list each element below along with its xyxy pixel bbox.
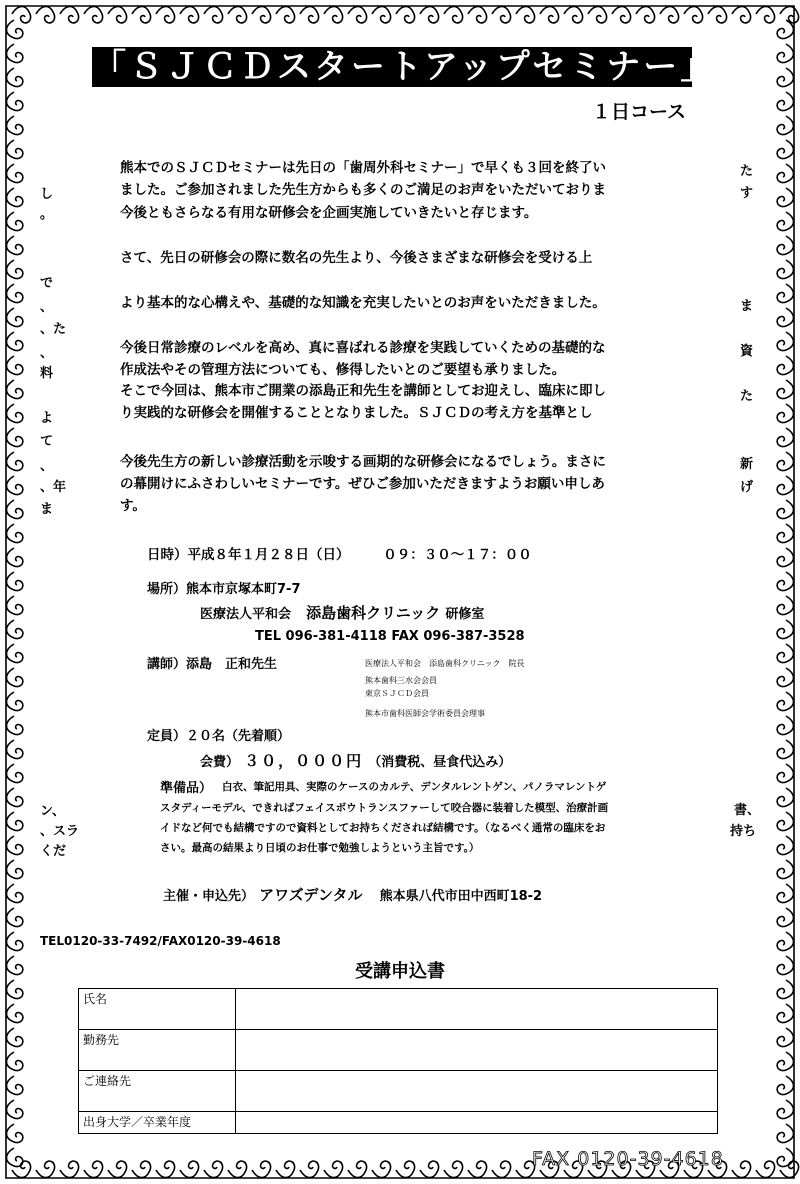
paragraph-line: の幕開けにふさわしいセミナーです。ぜひご参加いただきますようお願い申しあ xyxy=(120,476,605,492)
form-row xyxy=(79,1112,718,1134)
lecturer-title: 熊本市歯科医師会学術委員会理事 xyxy=(365,709,485,718)
paragraph-line: 今後日常診療のレベルを高め、真に喜ばれる診療を実践していくための基礎的な xyxy=(120,340,606,356)
university-field[interactable] xyxy=(236,1112,718,1134)
right-fragment: 持ち xyxy=(730,824,757,839)
left-fragment: て xyxy=(40,434,54,449)
right-fragment: た xyxy=(740,164,754,179)
left-fragment: ン、 xyxy=(40,804,65,819)
organizer-address: 熊本県八代市田中西町18-2 xyxy=(379,889,543,904)
workplace-field[interactable] xyxy=(236,1030,718,1071)
paragraph-line: す。 xyxy=(120,498,146,514)
items-label: 準備品） xyxy=(160,781,213,796)
left-fragment: ま xyxy=(40,502,54,517)
form-row xyxy=(79,989,718,1030)
left-fragment: よ xyxy=(40,411,54,426)
date-line: 日時）平成８年１月２８日（日） ０９：３０〜１７：００ xyxy=(147,547,532,563)
left-fragment: 。 xyxy=(40,207,54,222)
left-fragment: 、 xyxy=(40,300,54,315)
organizer-line xyxy=(163,884,542,905)
paragraph-line: さて、先日の研修会の際に数名の先生より、今後さまざまな研修会を受ける上 xyxy=(120,250,593,266)
left-fragment: 、年 xyxy=(40,480,67,495)
right-fragment: た xyxy=(740,389,754,404)
right-fragment: す xyxy=(740,186,754,201)
fee-note: （消費税、昼食代込み） xyxy=(368,755,512,770)
paragraph-line: そこで今回は、熊本市ご開業の添島正和先生を講師としてお迎えし、臨床に即し xyxy=(120,383,606,399)
paragraph-line: り実践的な研修会を開催することとなりました。ＳＪＣＤの考え方を基準とし xyxy=(120,405,593,421)
right-fragment: 資 xyxy=(740,344,754,359)
application-form xyxy=(78,988,718,1134)
right-fragment: 書、 xyxy=(734,803,761,818)
right-fragment: ま xyxy=(740,299,754,314)
clinic-name: 添島歯科クリニック xyxy=(306,604,441,622)
right-fragment: げ xyxy=(740,480,754,495)
form-label: 氏名 xyxy=(79,989,236,1030)
form-label: 出身大学／卒業年度 xyxy=(79,1112,236,1134)
contact-line: TEL0120-33-7492/FAX0120-39-4618 xyxy=(40,934,281,948)
items-line: スタディーモデル、できればフェイスボウトランスファーして咬合器に装着した模型、治療計画 xyxy=(160,802,609,814)
clinic-tel: TEL 096-381-4118 FAX 096-387-3528 xyxy=(255,629,525,644)
left-fragment: 、た xyxy=(40,322,67,337)
paragraph-line: 今後ともさらなる有用な研修会を企画実施していきたいと存じます。 xyxy=(120,205,538,221)
lecturer-title: 医療法人平和会 添島歯科クリニック 院長 xyxy=(365,659,525,668)
fee-line xyxy=(200,750,511,771)
right-fragment: 新 xyxy=(740,457,754,472)
paragraph-line: より基本的な心構えや、基礎的な知識を充実したいとのお声をいただきました。 xyxy=(120,295,606,311)
organizer-name: アワズデンタル xyxy=(259,886,363,904)
left-fragment: 、 xyxy=(40,459,54,474)
left-fragment: で xyxy=(40,276,54,291)
lecturer-title: 熊本歯科三水会会員 xyxy=(365,676,437,685)
fee-amount: ３０，０００円 xyxy=(244,752,364,770)
name-field[interactable] xyxy=(236,989,718,1030)
lecturer-line: 講師）添島 正和先生 xyxy=(147,657,278,672)
left-fragment: し xyxy=(40,187,54,202)
items-line: 白衣、筆記用具、実際のケースのカルテ、デンタルレントゲン、パノラマレントゲ xyxy=(222,781,607,793)
paragraph-line: 今後先生方の新しい診療活動を示唆する画期的な研修会になるでしょう。まさに xyxy=(120,454,606,470)
left-fragment: くだ xyxy=(40,844,67,859)
paragraph-line: 熊本でのＳＪＣＤセミナーは先日の「歯周外科セミナー」で早くも３回を終了い xyxy=(120,160,606,176)
capacity-line: 定員）２０名（先着順） xyxy=(147,729,291,744)
contact-field[interactable] xyxy=(236,1071,718,1112)
form-row xyxy=(79,1030,718,1071)
clinic-room: 研修室 xyxy=(445,607,485,622)
form-row xyxy=(79,1071,718,1112)
form-label: ご連絡先 xyxy=(79,1071,236,1112)
left-fragment: 、スラ xyxy=(40,824,80,839)
fee-label: 会費） xyxy=(200,755,240,770)
place-line: 場所）熊本市京塚本町7-7 xyxy=(147,582,301,597)
paragraph-line: ました。ご参加されました先生方からも多くのご満足のお声をいただいておりま xyxy=(120,182,606,198)
form-title: 受講申込書 xyxy=(355,961,445,982)
seminar-title: 「ＳＪＣＤスタートアップセミナー」 xyxy=(92,47,718,87)
course-label: １日コース xyxy=(592,101,687,123)
items-line: イドなど何でも結構ですので資料としてお持ちくだされば結構です。（なるべく通常の臨床をお xyxy=(160,822,606,834)
form-label: 勤務先 xyxy=(79,1030,236,1071)
items-line: さい。最高の結果より日頃のお仕事で勉強しようという主旨です。） xyxy=(160,842,480,854)
lecturer-title: 東京ＳＪＣＤ会員 xyxy=(365,689,429,698)
left-fragment: 料 xyxy=(40,366,54,381)
fax-footer: FAX 0120-39-4618 xyxy=(532,1148,724,1170)
clinic-line xyxy=(200,602,484,623)
paragraph-line: 作成法やその管理方法についても、修得したいとのご要望も承りました。 xyxy=(120,362,566,378)
clinic-corp: 医療法人平和会 xyxy=(200,607,292,622)
organizer-label: 主催・申込先） xyxy=(163,889,255,904)
left-fragment: 、 xyxy=(40,346,54,361)
